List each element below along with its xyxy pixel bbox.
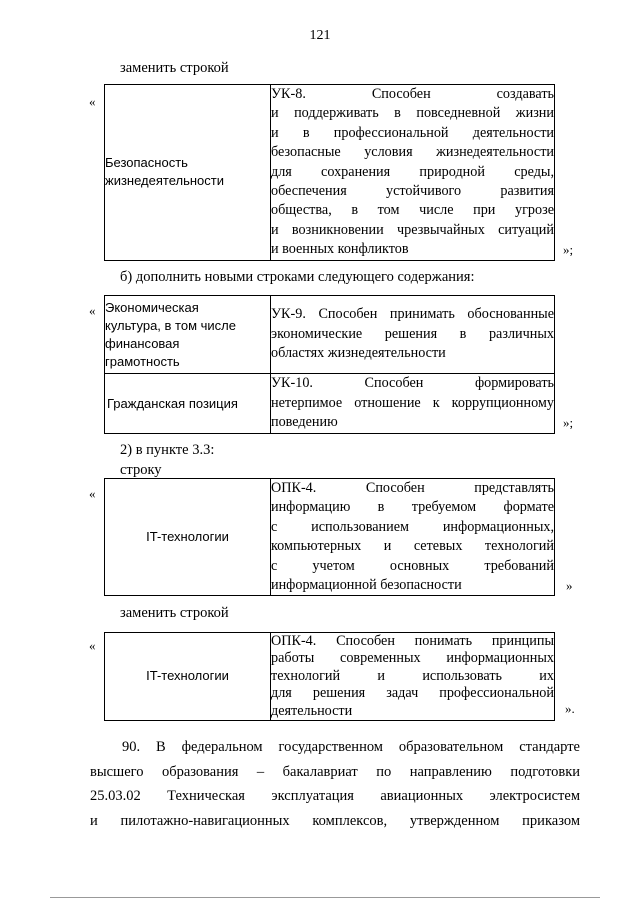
paragraph-line: 25.03.02 Техническая эксплуатация авиационных электросистем: [90, 788, 580, 804]
table2-row: [105, 374, 555, 434]
table3-right-line: компьютерных и сетевых технологий: [271, 538, 554, 555]
table2-row: [105, 296, 555, 374]
table2-left-cell: [105, 296, 271, 374]
table1-right-line: общества, в том числе при угрозе: [271, 202, 554, 219]
table4: [104, 632, 555, 721]
table1-right-line: и поддерживать в повседневной жизни: [271, 105, 554, 122]
paragraph-90: [90, 735, 580, 833]
table2-right-line: экономические решения в различных: [271, 325, 554, 342]
table2-right-line: УК-9. Способен принимать обоснованные: [271, 306, 554, 323]
table2-left-line: финансовая: [105, 335, 180, 351]
table1-right-line: безопасные условия жизнедеятельности: [271, 144, 554, 161]
table3-right-line: информационной безопасности: [271, 576, 462, 593]
paragraph-line: и пилотажно-навигационных комплексов, утвержденном приказом: [90, 812, 580, 829]
table2-right-line: областях жизнедеятельности: [271, 345, 446, 362]
table1-left-line: Безопасность: [105, 155, 188, 171]
table4-close-quote: ».: [565, 701, 575, 716]
table4-right-cell: [271, 633, 555, 721]
table1-left-cell: [105, 85, 271, 261]
table2-close-quote: »;: [563, 415, 574, 430]
table3-close-quote: »: [566, 578, 573, 593]
table3-right-line: с учетом основных требований: [271, 557, 554, 574]
scan-bottom-edge: [50, 897, 600, 898]
table1-left-line: жизнедеятельности: [105, 173, 224, 189]
table4-right-line: ОПК-4. Способен понимать принципы: [271, 633, 554, 649]
table2-left-line: культура, в том числе: [105, 317, 236, 333]
table2-left-line: грамотность: [105, 353, 180, 369]
clause-3-3: 2) в пункте 3.3:: [120, 442, 215, 458]
table1-right-cell: [271, 85, 555, 261]
table2-left-line: Гражданская позиция: [107, 395, 238, 411]
instruction-add-rows: б) дополнить новыми строками следующего содержания:: [120, 269, 475, 285]
table2-right-line: УК-10. Способен формировать: [271, 375, 554, 392]
table3-right-cell: [271, 479, 555, 596]
paragraph-line: высшего образования – бакалавриат по направлению подготовки: [90, 763, 580, 780]
table1-close-quote: »;: [563, 242, 574, 257]
page-number: 121: [309, 28, 331, 43]
table1-right-line: УК-8. Способен создавать: [271, 86, 554, 102]
table4-right-line: для решения задач профессиональной: [271, 685, 554, 702]
table4-open-quote: «: [89, 638, 96, 653]
table3-right-line: информацию в требуемом формате: [271, 499, 554, 516]
table3-open-quote: «: [89, 486, 96, 501]
table3-left-cell: [105, 479, 271, 596]
instruction-replace-with-row-2: заменить строкой: [120, 605, 229, 621]
instruction-row: строку: [120, 462, 162, 478]
table1-right-line: и в профессиональной деятельности: [271, 124, 554, 141]
instruction-replace-with-row: заменить строкой: [120, 60, 229, 76]
table3-left-line: IT-технологии: [146, 529, 229, 545]
table1-right-line: для сохранения природной среды,: [271, 163, 554, 180]
table4-left-cell: [105, 633, 271, 721]
table2-open-quote: «: [89, 303, 96, 318]
paragraph-line: 90. В федеральном государственном образовательном стандарте: [122, 739, 580, 755]
table2: [104, 295, 555, 434]
table1-right-line: обеспечения устойчивого развития: [271, 182, 554, 199]
table4-right-line: работы современных информационных: [271, 650, 554, 667]
table1-right-line: и возникновении чрезвычайных ситуаций: [271, 221, 554, 238]
table1-right-line: и военных конфликтов: [271, 241, 409, 258]
table1-open-quote: «: [89, 94, 96, 109]
table2-right-cell: [271, 374, 555, 434]
table3-right-line: с использованием информационных,: [271, 518, 554, 535]
table1: [104, 84, 555, 261]
table2-left-cell: [105, 374, 271, 434]
table4-right-line: деятельности: [271, 702, 353, 719]
table2-right-line: нетерпимое отношение к коррупционному: [271, 394, 554, 411]
table2-left-line: Экономическая: [105, 299, 199, 315]
table3-right-line: ОПК-4. Способен представлять: [271, 480, 554, 496]
table2-right-line: поведению: [271, 414, 338, 431]
table3: [104, 478, 555, 596]
table4-left-line: IT-технологии: [146, 668, 229, 684]
table4-right-line: технологий и использовать их: [271, 667, 554, 684]
table2-right-cell: [271, 296, 555, 374]
